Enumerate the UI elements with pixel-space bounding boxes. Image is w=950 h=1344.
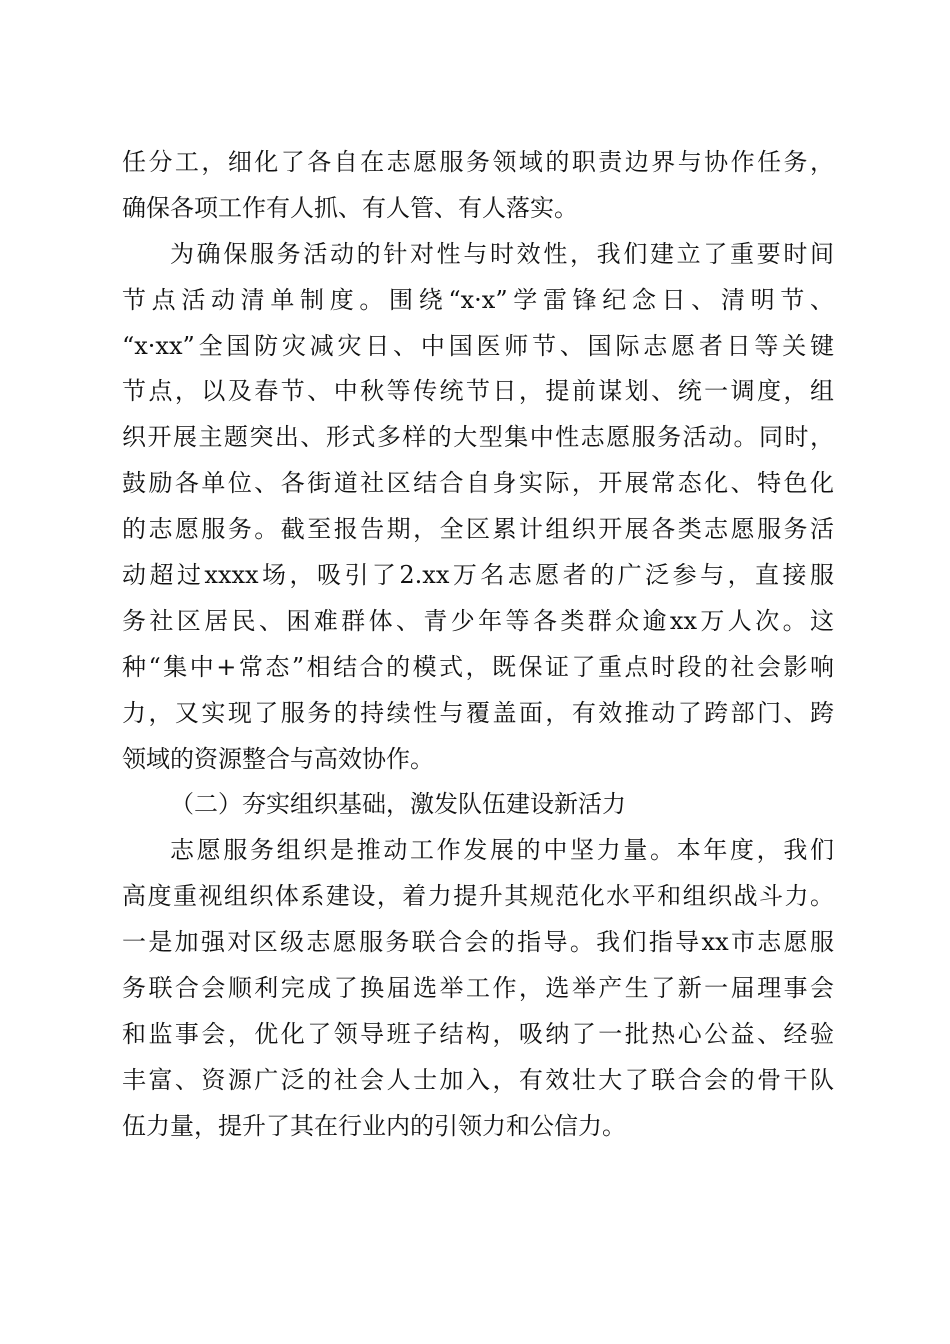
section-heading: （二）夯实组织基础，激发队伍建设新活力 xyxy=(170,790,626,819)
text-line: 织开展主题突出、形式多样的大型集中性志愿服务活动。同时， xyxy=(122,423,834,452)
text-line: 务社区居民、困难群体、青少年等各类群众逾xx万人次。这 xyxy=(122,606,834,635)
text-line: 和监事会，优化了领导班子结构，吸纳了一批热心公益、经验 xyxy=(122,1019,834,1048)
body-text xyxy=(122,140,834,1150)
text-line: 鼓励各单位、各街道社区结合自身实际，开展常态化、特色化 xyxy=(122,469,834,498)
text-line: 节点，以及春节、中秋等传统节日，提前谋划、统一调度，组 xyxy=(122,377,834,406)
text-line: 高度重视组织体系建设，着力提升其规范化水平和组织战斗力。 xyxy=(122,882,834,911)
text-line: “x·xx”全国防灾减灾日、中国医师节、国际志愿者日等关键 xyxy=(122,331,834,360)
text-line: 确保各项工作有人抓、有人管、有人落实。 xyxy=(122,193,578,222)
text-line: 一是加强对区级志愿服务联合会的指导。我们指导xx市志愿服 xyxy=(122,928,834,957)
text-line: 务联合会顺利完成了换届选举工作，选举产生了新一届理事会 xyxy=(122,974,834,1003)
text-line: 力，又实现了服务的持续性与覆盖面，有效推动了跨部门、跨 xyxy=(122,698,834,727)
text-line: 丰富、资源广泛的社会人士加入，有效壮大了联合会的骨干队 xyxy=(122,1065,834,1094)
text-line: 的志愿服务。截至报告期，全区累计组织开展各类志愿服务活 xyxy=(122,515,834,544)
text-line: 动超过xxxx场，吸引了2.xx万名志愿者的广泛参与，直接服 xyxy=(122,561,834,590)
text-line: 种“集中+常态”相结合的模式，既保证了重点时段的社会影响 xyxy=(122,652,834,681)
text-line: 志愿服务组织是推动工作发展的中坚力量。本年度，我们 xyxy=(170,836,834,865)
text-line: 节点活动清单制度。围绕“x·x”学雷锋纪念日、清明节、 xyxy=(122,285,834,314)
text-line: 任分工，细化了各自在志愿服务领域的职责边界与协作任务， xyxy=(122,148,834,176)
text-line: 领域的资源整合与高效协作。 xyxy=(122,744,434,773)
text-line: 伍力量，提升了其在行业内的引领力和公信力。 xyxy=(122,1111,626,1140)
text-line: 为确保服务活动的针对性与时效性，我们建立了重要时间 xyxy=(170,239,834,268)
